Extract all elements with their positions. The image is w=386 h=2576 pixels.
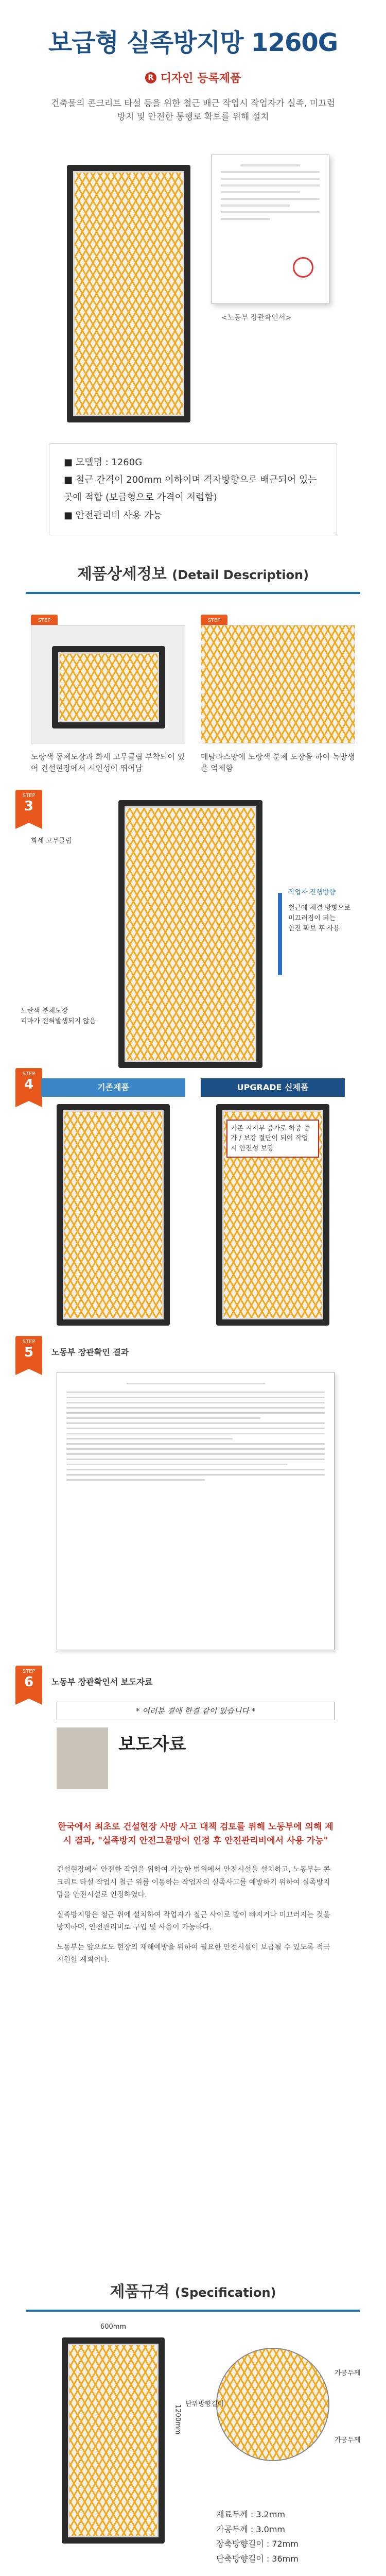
stamp-icon bbox=[293, 257, 313, 278]
direction-note-2: 미끄러짐이 되는 bbox=[288, 914, 336, 922]
step-4-badge: STEP 4 bbox=[15, 1068, 42, 1101]
detail-step-6 bbox=[0, 1666, 386, 2253]
part-label-rubber: 가공두께 bbox=[335, 2369, 361, 2377]
certificate-image bbox=[211, 155, 329, 304]
section-divider bbox=[26, 592, 360, 594]
step-1-text: 노랑색 동체도장과 화세 고무클립 부착되어 있어 건설현장에서 시인성이 뛰어남 bbox=[31, 752, 185, 773]
spokesperson-photo bbox=[57, 1727, 108, 1789]
coating-label: 노란색 분체도장 bbox=[21, 1007, 68, 1015]
step-6-badge: STEP 6 bbox=[15, 1666, 42, 1699]
step-1-badge: STEP bbox=[31, 615, 58, 648]
step-5-title: 노동부 장관확인 결과 bbox=[51, 1347, 129, 1357]
detail-image-1 bbox=[31, 625, 185, 743]
parts-list-item: 장축방향길이 : 72mm bbox=[216, 2539, 299, 2549]
detail-image-2 bbox=[201, 625, 355, 743]
basic-product-label: 기존제품 bbox=[41, 1078, 185, 1097]
spec-panel-image bbox=[62, 2337, 165, 2544]
step-3-panel-image bbox=[118, 800, 262, 1068]
spec-section-title bbox=[0, 2279, 386, 2301]
direction-note-3: 안전 확보 후 사용 bbox=[288, 924, 340, 933]
labor-ministry-document bbox=[57, 1372, 335, 1650]
spec-drawing bbox=[0, 2312, 386, 2576]
design-badge-label: 디자인 등록제품 bbox=[160, 72, 241, 85]
title-model: 1260G bbox=[251, 28, 338, 57]
spec-summary-item: ■ 안전관리비 사용 가능 bbox=[64, 507, 322, 524]
upgrade-product-label: UPGRADE 신제품 bbox=[201, 1078, 345, 1097]
mesh-pattern bbox=[73, 171, 184, 416]
press-title: 보도자료 bbox=[118, 1734, 186, 1755]
press-paragraph: 실족방지망은 철근 위에 설치하여 작업자가 철근 사이로 발이 빠지거나 미끄러지는 것을 방지하며, 안전관리비로 구입 및 사용이 가능하다. bbox=[57, 1910, 330, 1932]
design-badge bbox=[145, 70, 241, 86]
detail-step-5 bbox=[0, 1336, 386, 1666]
step-2-text: 메탈라스망에 노랑색 분체 도장을 하여 녹방생을 억제함 bbox=[201, 752, 355, 773]
spec-summary-item: ■ 모델명 : 1260G bbox=[64, 454, 322, 471]
certificate-caption: <노동부 장관확인서> bbox=[221, 314, 292, 322]
step-6-title: 노동부 장관확인서 보도자료 bbox=[51, 1676, 153, 1687]
part-label-mesh: 단위방향길이 bbox=[185, 2400, 224, 2408]
spec-title-ko: 제품규격 bbox=[110, 2282, 170, 2301]
step-3-badge: STEP 3 bbox=[15, 790, 42, 823]
title-prefix: 보급형 실족방지망 bbox=[48, 28, 243, 57]
hero bbox=[0, 0, 386, 155]
detail-section-header bbox=[0, 535, 386, 594]
detail-title-ko: 제품상세정보 bbox=[77, 565, 167, 583]
spec-summary-item: ■ 철근 간격이 200mm 이하이며 격자방향으로 배근되어 있는 곳에 적합 (보급형으로 가격이 저렴함) bbox=[64, 471, 322, 506]
parts-list-item: 가공두께 : 3.0mm bbox=[216, 2524, 286, 2534]
detail-step-1-2 bbox=[0, 615, 386, 790]
arrow-up-icon bbox=[278, 893, 282, 975]
height-dimension: 1200mm bbox=[173, 2404, 182, 2435]
direction-note-1: 철근에 체결 방향으로 bbox=[288, 904, 351, 912]
top-product bbox=[0, 155, 386, 443]
coating-label-2: 피마가 전혀발생되지 않음 bbox=[21, 1017, 96, 1025]
press-paragraph: 노동부는 앞으로도 현장의 재해예방을 위하여 필요한 안전시설이 보급될 수 있도록 적극 지원할 계획이다. bbox=[57, 1943, 330, 1964]
detail-title-en: (Detail Description) bbox=[172, 567, 309, 582]
direction-label: 작업자 진행방향 bbox=[288, 888, 336, 896]
product-title bbox=[0, 23, 386, 58]
parts-list-item: 재료두께 : 3.2mm bbox=[216, 2509, 286, 2519]
press-paragraph: 건설현장에서 안전한 작업을 위하여 가능한 범위에서 안전시설을 설치하고, 노동부는 콘크리트 타설 작업시 철근 위를 이동하는 작업자의 실족사고를 예방하기 위하여 실족방지망을 안전시설로 인정하였다. bbox=[57, 1866, 330, 1900]
basic-product-image bbox=[57, 1104, 170, 1326]
parts-list-item: 단축방향길이 : 36mm bbox=[216, 2554, 299, 2564]
upgrade-note: 기존 지지부 증가로 하중 증가 / 보강 절단이 되어 작업 시 안전성 보강 bbox=[226, 1120, 319, 1158]
rubber-clip-label: 화세 고무클립 bbox=[31, 837, 72, 845]
width-dimension: 600mm bbox=[100, 2323, 127, 2331]
spec-summary bbox=[49, 443, 337, 535]
registered-icon: R bbox=[145, 72, 156, 83]
product-panel-image bbox=[67, 165, 190, 422]
detail-step-3 bbox=[0, 790, 386, 1078]
spec-section-header bbox=[0, 2253, 386, 2312]
intro-text: 건축물의 콘크리트 타설 등을 위한 철근 배근 작업시 작업자가 실족, 미끄럼 방지 및 안전한 통행로 확보를 위해 설치 bbox=[50, 98, 336, 123]
parts-list bbox=[216, 2507, 299, 2567]
step-2-badge: STEP bbox=[201, 615, 227, 648]
detail-step-4 bbox=[0, 1071, 386, 1336]
spec-title-en: (Specification) bbox=[174, 2285, 276, 2300]
mesh-closeup bbox=[216, 2348, 329, 2461]
press-banner: * 여러분 곁에 한결 같이 있습니다 * bbox=[57, 1702, 335, 1720]
step-5-badge: STEP 5 bbox=[15, 1336, 42, 1369]
part-label-frame: 가공두께 bbox=[335, 2436, 361, 2444]
press-headline: 한국에서 최초로 건설현장 사망 사고 대책 검토를 위해 노동부에 의해 제시 결과, "실족방지 안전그물망이 인정 후 안전관리비에서 사용 가능" bbox=[58, 1821, 334, 1846]
detail-section-title bbox=[0, 561, 386, 584]
